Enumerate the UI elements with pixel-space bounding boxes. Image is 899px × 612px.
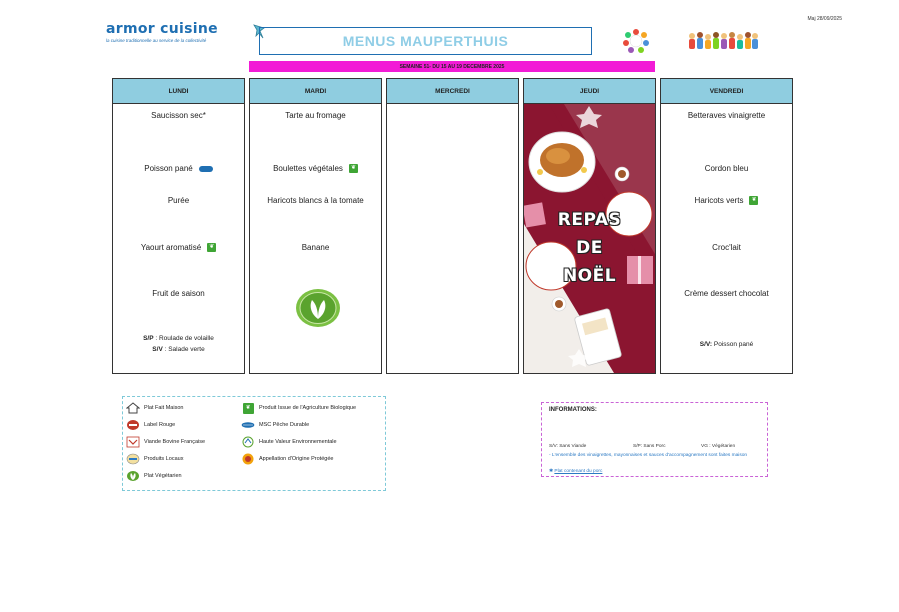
legend-label: Produit Issue de l'Agriculture Biologique [259, 405, 357, 411]
brand-logo [106, 22, 226, 43]
info-pork: Plat contenant du porc [554, 469, 603, 474]
legend-item [126, 402, 183, 414]
christmas-meal-panel [524, 104, 655, 373]
legend-item [241, 402, 356, 414]
day-header-jeudi: JEUDI [524, 79, 655, 104]
legend-label: MSC Pêche Durable [259, 422, 310, 428]
substitute-sv [113, 346, 244, 353]
substitute-sp [113, 335, 244, 342]
dish-item [113, 164, 244, 173]
info-pork-row [549, 469, 602, 474]
dish-label: Croc'lait [712, 243, 741, 252]
house-icon [126, 402, 140, 414]
day-column-vendredi [660, 78, 793, 374]
legend-item [126, 419, 175, 431]
dish-label: Boulettes végétales [273, 164, 343, 173]
dish-item [661, 111, 792, 120]
legend-item [126, 470, 182, 482]
dish-item [113, 243, 244, 252]
dish-label: Poisson pané [144, 164, 193, 173]
info-sv: S/V: Sans Viande [549, 444, 587, 449]
dish-item [113, 111, 244, 120]
asterisk-icon: ✱ [549, 469, 554, 474]
day-header-mardi: MARDI [250, 79, 381, 104]
sv-label: S/V: [699, 341, 713, 348]
dish-label: Betteraves vinaigrette [687, 111, 766, 120]
legend-label: Haute Valeur Environnementale [259, 439, 337, 445]
legend-item [126, 436, 205, 448]
children-crowd-icon [686, 27, 760, 55]
day-column-mercredi [386, 78, 519, 374]
aop-icon [241, 453, 255, 465]
day-column-jeudi [523, 78, 656, 374]
page-title: MENUS MAUPERTHUIS [342, 33, 509, 49]
beef-icon [126, 436, 140, 448]
dish-label: Banane [301, 243, 330, 252]
day-column-mardi [249, 78, 382, 374]
substitute-sv [661, 341, 792, 348]
dish-item [661, 196, 792, 205]
day-header-mercredi: MERCREDI [387, 79, 518, 104]
dish-item [661, 289, 792, 298]
day-header-lundi: LUNDI [113, 79, 244, 104]
dish-label: Yaourt aromatisé [140, 243, 202, 252]
sp-value: : Roulade de volaille [155, 335, 214, 342]
dish-item [250, 164, 381, 173]
christmas-title [524, 206, 655, 290]
dish-item [661, 243, 792, 252]
legend-item [241, 436, 337, 448]
legend-item [126, 453, 183, 465]
info-sp: S/P: Sans Porc [633, 444, 666, 449]
legend-label: Label Rouge [144, 422, 176, 428]
dish-item [250, 196, 381, 205]
bio-icon: ❦ [350, 165, 356, 171]
legend-box [122, 396, 386, 491]
msc-icon [241, 419, 255, 431]
dish-item [661, 164, 792, 173]
dish-label: Fruit de saison [152, 289, 205, 298]
information-box [541, 402, 768, 477]
legend-item [241, 419, 309, 431]
local-products-icon [126, 453, 140, 465]
sv-label: S/V [152, 346, 163, 353]
sv-value: Poisson pané [713, 341, 754, 348]
legend-label: Viande Bovine Française [144, 439, 206, 445]
legend-label: Plat Fait Maison [144, 405, 184, 411]
dish-item [250, 243, 381, 252]
dish-item [113, 289, 244, 298]
bio-icon: ❦ [209, 244, 215, 250]
sp-label: S/P [143, 335, 154, 342]
dish-label: Haricots verts [694, 196, 744, 205]
dish-item [250, 111, 381, 120]
christmas-title-line: NOËL [562, 266, 617, 286]
legend-label: Appellation d'Origine Protégée [259, 456, 334, 462]
week-label: SEMAINE 51- DU 15 AU 19 DECEMBRE 2025 [399, 63, 505, 70]
day-column-lundi [112, 78, 245, 374]
brand-name: armor cuisine [106, 21, 218, 37]
legend-label: Produits Locaux [144, 456, 184, 462]
week-band [249, 61, 655, 72]
legend-label: Plat Végétarien [144, 473, 182, 479]
label-rouge-icon [126, 419, 140, 431]
bio-icon: ❦ [751, 197, 757, 203]
day-header-vendredi: VENDREDI [661, 79, 792, 104]
dish-label: Saucisson sec* [151, 111, 206, 120]
info-vg: VG : Végétarien [701, 444, 736, 449]
brand-tagline: la cuisine traditionnelle au service de la collectivité [106, 38, 207, 43]
info-note: - L'ensemble des vinaigrettes, mayonnaises et sauces d'accompagnement sont faites maison [549, 453, 748, 458]
dish-label: Haricots blancs à la tomate [267, 196, 364, 205]
dish-label: Tarte au fromage [285, 111, 346, 120]
dish-label: Purée [167, 196, 190, 205]
vegetarian-icon [295, 288, 341, 328]
dish-label: Crème dessert chocolat [684, 289, 769, 298]
hve-icon [241, 436, 255, 448]
legend-item [241, 453, 333, 465]
people-circle-icon [617, 27, 655, 55]
title-box [259, 27, 592, 55]
christmas-title-line: REPAS [557, 210, 622, 230]
sv-value: : Salade verte [164, 346, 205, 353]
info-title: INFORMATIONS: [549, 407, 597, 413]
msc-icon [199, 166, 213, 172]
update-date: Maj 28/09/2025 [807, 16, 842, 22]
christmas-title-line: DE [576, 238, 603, 258]
dish-item [113, 196, 244, 205]
vegetarian-icon [126, 470, 140, 482]
dish-label: Cordon bleu [704, 164, 749, 173]
bio-icon: ❦ [241, 402, 255, 414]
